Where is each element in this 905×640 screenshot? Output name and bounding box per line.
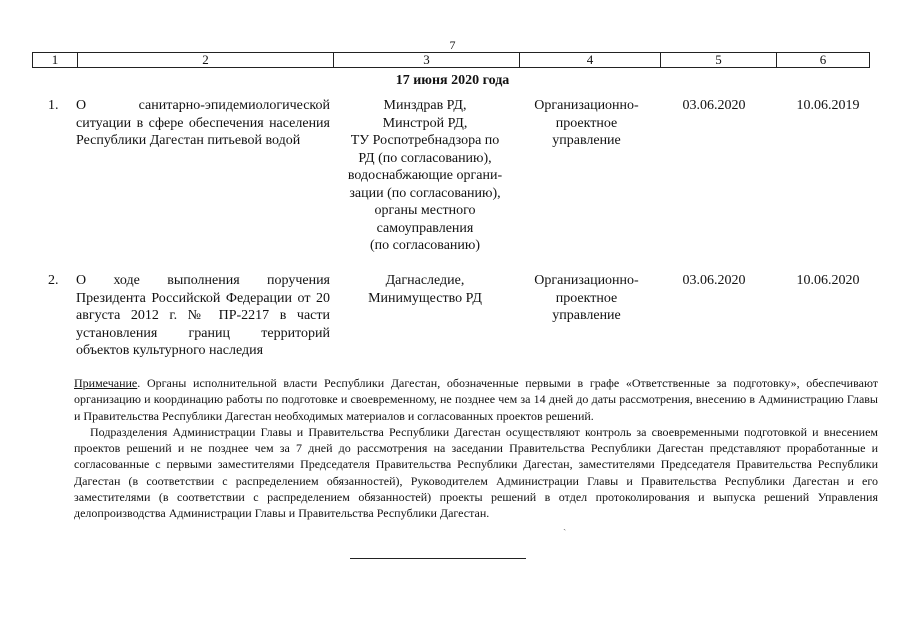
responsible-parties: Дагнаследие, Минимущество РД: [368, 273, 482, 306]
column-header-table: [32, 52, 870, 68]
meeting-date: 10.06.2020: [796, 273, 860, 288]
column-number-4: 4: [520, 53, 661, 68]
scan-mark: ˎ: [563, 520, 567, 531]
column-number-5: 5: [661, 53, 777, 68]
notes-section: [74, 375, 878, 522]
meeting-date: 10.06.2019: [796, 98, 860, 113]
column-number-6: 6: [777, 53, 870, 68]
end-divider: [350, 558, 526, 559]
row-number: 2.: [48, 273, 59, 288]
note-paragraph: [74, 375, 878, 424]
column-number-1: 1: [33, 53, 78, 68]
submission-date: 03.06.2020: [682, 98, 746, 113]
organizer: Организационно- проектное управление: [534, 98, 639, 148]
responsible-parties: Минздрав РД, Минстрой РД, ТУ Роспотребнадзора по РД (по согласованию), водоснабжающие органи- зации (по согласованию), органы местного самоуправления (по согласованию): [347, 98, 503, 253]
agenda-item-title: О ходе выполнения поручения Президента Российской Федерации от 20 августа 2012 г. № ПР-2217 в части установления границ территорий объектов культурного наследия: [76, 273, 330, 358]
note-label: Примечание: [74, 376, 138, 390]
column-number-3: 3: [334, 53, 520, 68]
note-paragraph-2: Подразделения Администрации Главы и Правительства Республики Дагестан осуществляют контроль за своевременными подготовкой и внесением проектов решений и не позднее чем за 7 дней до рассмотрения на заседании Правительства Республики Дагестан представляют проработанные и согласованные с первыми заместителями Председателя Правительства Республики Дагестан, заместителями Председателя Правительства Республики Дагестан (в соответствии с распределением обязанностей), Руководителем Администрации Главы и Правительства Республики Дагестан и его заместителями (в соответствии с распределением обязанностей) проекты решений в отдел протоколирования и выпуска решений Управления делопроизводства Администрации Главы и Правительства Республики Дагестан.: [74, 424, 878, 521]
note-text: . Органы исполнительной власти Республики Дагестан, обозначенные первыми в графе «Ответственные за подготовку», обеспечивают организацию и координацию работы по подготовке и своевременному, не позднее чем за 14 дней до даты рассмотрения, внесению в Администрацию Главы и Правительства Республики Дагестан необходимых материалов и согласованных проектов решений.: [74, 376, 878, 423]
submission-date: 03.06.2020: [682, 273, 746, 288]
column-number-2: 2: [78, 53, 334, 68]
section-date: 17 июня 2020 года: [395, 73, 510, 88]
organizer: Организационно- проектное управление: [534, 273, 639, 323]
agenda-item-title: О санитарно-эпидемиологической ситуации в сфере обеспечения населения Республики Дагестан питьевой водой: [76, 98, 330, 148]
row-number: 1.: [48, 98, 59, 113]
page-number: 7: [449, 38, 456, 52]
